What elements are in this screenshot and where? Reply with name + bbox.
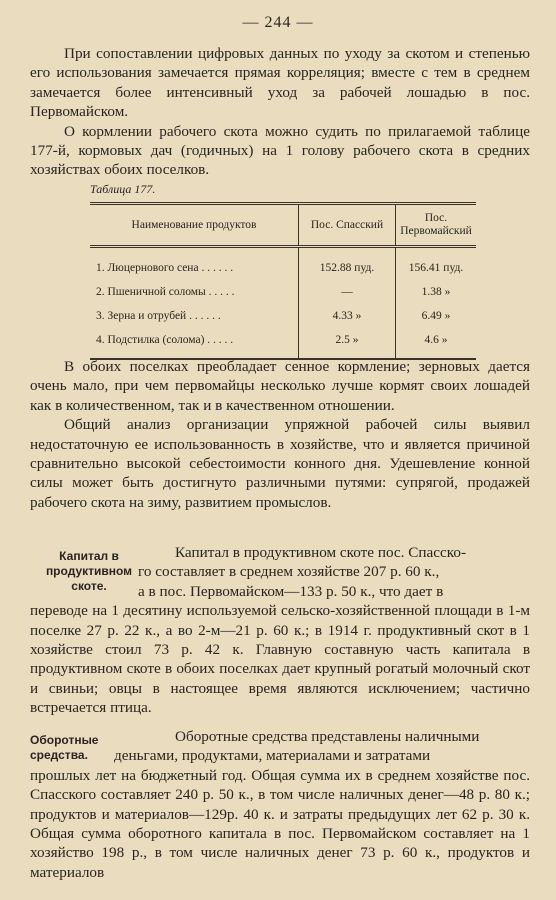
cell-spassky: 4.33 » [299,304,396,328]
cell-pervomay: 4.6 » [396,328,477,359]
working-capital-section [30,727,530,882]
cell-spassky: 152.88 пуд. [299,247,396,281]
capital-section [30,543,530,718]
paragraph-1: При сопоставлении цифровых данных по уходу за скотом и степенью его использования замечается прямая корреляция; вместе с тем в среднем замечается более интенсивный уход за рабочей лошадью в пос. Первомайском. [30,45,530,121]
capital-text: переводе на 1 десятину используемой сельско-хозяйственной площади в 1-м поселке 27 р. 22 к., а во 2-м—21 р. 60 к.; в 1914 г. продуктивный скот в 1 хозяйстве стоил 73 р. 42 к. Главную составную часть капитала в продуктивном скоте в обоих поселках дает крупный рогатый молочный скот и свиньи; овцы в настоящее время являются исключением; частично встречается птица. [30,602,530,717]
cell-pervomay: 6.49 » [396,304,477,328]
feed-table [90,202,476,360]
cell-spassky: — [299,280,396,304]
cell-pervomay: 156.41 пуд. [396,247,477,281]
cell-product: 1. Люцернового сена . . . . . . [96,262,234,274]
side-heading-working: Оборотные средства. [30,733,99,762]
working-text: прошлых лет на бюджетный год. Общая сумма их в среднем хозяйстве пос. Спасского составляет 240 р. 50 к., в том числе наличных денег—48 р. 80 к.; продуктов и материалов—129р. 40 к. и затраты предыдущих лет 62 р. 30 к. Общая сумма оборотного капитала в пос. Первомайском составляет на 1 хозяйство 198 р., в том числе наличных денег 73 р. 60 к., продуктов и материалов [30,766,530,881]
table-row [90,280,476,304]
capital-line-2: го составляет в среднем хозяйстве 207 р. 60 к., [138,563,440,581]
paragraph-2: О кормлении рабочего скота можно судить по прилагаемой таблице 177-й, кормовых дач (годичных) на 1 голову рабочего скота в средних хозяйствах обоих поселков. [30,122,530,179]
paragraph-3: В обоих поселках преобладает сенное кормление; зерновых дается очень мало, при чем первомайцы несколько лучше кормят своих лошадей как в количественном, так и в качественном отношении. [30,358,530,414]
cell-product: 3. Зерна и отрубей . . . . . . [96,310,221,322]
capital-line-3: а в пос. Первомайском—133 р. 50 к., что дает в [138,582,444,600]
table-caption: Таблица 177. [90,182,156,196]
header-pervomay: Пос. Первомайский [396,204,477,247]
cell-spassky: 2.5 » [299,328,396,359]
analysis-text [30,357,530,512]
side-heading-capital: Капитал в продуктивном скоте. [45,549,133,593]
paragraph-4: Общий анализ организации упряжной рабочей силы выявил недостаточную ее использованность в хозяйстве, что и является причиной сравнительно высокой себестоимости конного дня. Удешевление конной силы может быть достигнуто различными путями: супрягой, продажей рабочего скота на зиму, развитием промыслов. [30,416,530,511]
capital-line-1: Капитал в продуктивном скоте пос. Спасско- [175,544,467,561]
table-header-row [90,204,476,247]
intro-text [30,44,530,180]
table-row [90,304,476,328]
working-line-2: деньгами, продуктами, материалами и затратами [114,747,431,765]
cell-product: 2. Пшеничной соломы . . . . . [96,286,235,298]
cell-product: 4. Подстилка (солома) . . . . . [96,334,234,346]
table-row [90,247,476,281]
header-product: Наименование продуктов [90,204,299,247]
header-spassky: Пос. Спасский [299,204,396,247]
cell-pervomay: 1.38 » [396,280,477,304]
table-row [90,328,476,359]
working-line-1: Оборотные средства представлены наличными [175,728,480,745]
page-number: — 244 — [242,14,314,31]
